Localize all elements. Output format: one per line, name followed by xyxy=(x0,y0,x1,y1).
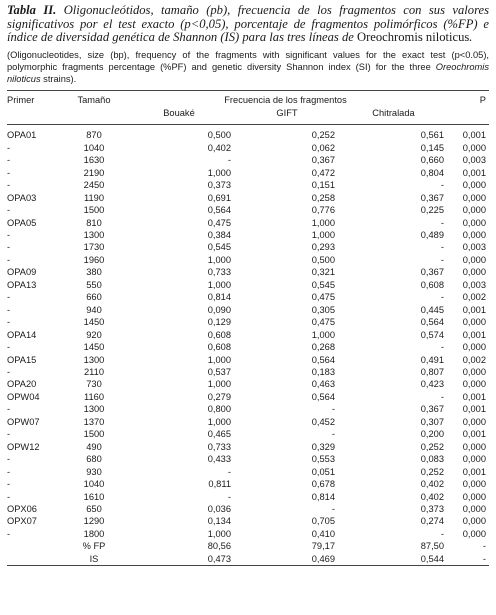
cell-primer: - xyxy=(7,292,11,303)
cell-bouake: 1,000 xyxy=(207,279,231,290)
cell-chitralada: 0,544 xyxy=(420,553,444,564)
table-row xyxy=(7,515,489,527)
cell-gift: 1,000 xyxy=(311,230,335,241)
cell-p: 0,001 xyxy=(462,304,486,315)
table-row xyxy=(7,341,489,353)
cell-chitralada: 0,445 xyxy=(420,304,444,315)
table-row xyxy=(7,316,489,328)
cell-p: 0,001 xyxy=(462,167,486,178)
data-table xyxy=(7,91,489,565)
cell-size: 730 xyxy=(86,379,102,390)
cell-gift: 0,062 xyxy=(311,142,335,153)
cell-chitralada: 0,489 xyxy=(420,230,444,241)
table-row xyxy=(7,167,489,179)
cell-primer: - xyxy=(7,466,11,477)
cell-primer: - xyxy=(7,491,11,502)
cell-size: 940 xyxy=(86,304,102,315)
cell-primer: - xyxy=(7,180,11,191)
cell-p: 0,000 xyxy=(462,317,486,328)
table-row xyxy=(7,441,489,453)
table-row xyxy=(7,503,489,515)
cell-gift: 0,452 xyxy=(311,416,335,427)
cell-chitralada: - xyxy=(440,217,444,228)
cell-chitralada: 0,402 xyxy=(420,479,444,490)
cell-chitralada: - xyxy=(440,242,444,253)
cell-size: 1500 xyxy=(83,429,105,440)
cell-primer: - xyxy=(7,404,11,415)
cell-bouake: 0,733 xyxy=(207,267,231,278)
table-row xyxy=(7,466,489,478)
cell-p: 0,000 xyxy=(462,416,486,427)
caption-spanish xyxy=(7,4,489,45)
cell-gift: 0,410 xyxy=(311,528,335,539)
cell-size: 1630 xyxy=(83,155,105,166)
cell-bouake: 0,465 xyxy=(207,429,231,440)
cell-p: 0,001 xyxy=(462,404,486,415)
cell-p: 0,001 xyxy=(462,466,486,477)
cell-p: 0,000 xyxy=(462,205,486,216)
cell-chitralada: 0,367 xyxy=(420,267,444,278)
cell-primer: - xyxy=(7,167,11,178)
cell-bouake: 0,384 xyxy=(207,230,231,241)
table-row xyxy=(7,192,489,204)
cell-size: 930 xyxy=(86,466,102,477)
cell-gift: 0,305 xyxy=(311,304,335,315)
table-row xyxy=(7,204,489,216)
cell-p: 0,001 xyxy=(462,130,486,141)
cell-primer: OPX06 xyxy=(7,503,37,514)
cell-chitralada: 0,608 xyxy=(420,279,444,290)
cell-primer: - xyxy=(7,230,11,241)
cell-gift: 1,000 xyxy=(311,217,335,228)
cell-size: 1040 xyxy=(83,142,105,153)
cell-gift: 0,776 xyxy=(311,205,335,216)
cell-bouake: 0,475 xyxy=(207,217,231,228)
cell-primer: OPW07 xyxy=(7,416,40,427)
cell-gift: 0,258 xyxy=(311,192,335,203)
table-row xyxy=(7,304,489,316)
cell-primer: OPA01 xyxy=(7,130,37,141)
cell-bouake: - xyxy=(227,491,231,502)
cell-primer xyxy=(7,553,65,565)
cell-bouake: 0,036 xyxy=(207,503,231,514)
cell-p: - xyxy=(482,541,486,552)
cell-primer: OPW12 xyxy=(7,441,40,452)
cell-chitralada: - xyxy=(440,292,444,303)
cell-chitralada: 0,274 xyxy=(420,516,444,527)
caption-english xyxy=(7,49,489,86)
cell-primer: - xyxy=(7,142,11,153)
cell-p: 0,001 xyxy=(462,429,486,440)
table-row xyxy=(7,403,489,415)
cell-bouake: 1,000 xyxy=(207,416,231,427)
cell-size: 920 xyxy=(86,329,102,340)
cell-size: 1450 xyxy=(83,342,105,353)
cell-size: % FP xyxy=(82,541,106,552)
cell-bouake: 0,608 xyxy=(207,342,231,353)
cell-chitralada: - xyxy=(440,180,444,191)
cell-size: 1800 xyxy=(83,528,105,539)
cell-gift: 0,564 xyxy=(311,391,335,402)
cell-bouake: 1,000 xyxy=(207,167,231,178)
cell-p: 0,003 xyxy=(462,155,486,166)
cell-size: 660 xyxy=(86,292,102,303)
cell-size: 1500 xyxy=(83,205,105,216)
table-row xyxy=(7,329,489,341)
cell-gift: - xyxy=(331,404,335,415)
header-p: P xyxy=(479,95,486,106)
cell-primer: - xyxy=(7,454,11,465)
header-bouake: Bouaké xyxy=(163,108,195,119)
cell-chitralada: 0,561 xyxy=(420,130,444,141)
cell-bouake: 1,000 xyxy=(207,254,231,265)
cell-chitralada: 0,083 xyxy=(420,454,444,465)
cell-bouake: 0,545 xyxy=(207,242,231,253)
cell-p: 0,000 xyxy=(462,441,486,452)
cell-chitralada: - xyxy=(440,391,444,402)
cell-size: 870 xyxy=(86,130,102,141)
cell-chitralada: 0,252 xyxy=(420,466,444,477)
cell-bouake: 0,279 xyxy=(207,391,231,402)
cell-size: 1730 xyxy=(83,242,105,253)
cell-p: 0,000 xyxy=(462,254,486,265)
cell-size: 380 xyxy=(86,267,102,278)
cell-gift: 0,678 xyxy=(311,479,335,490)
cell-gift: 79,17 xyxy=(311,541,335,552)
cell-chitralada: 0,423 xyxy=(420,379,444,390)
cell-primer: - xyxy=(7,304,11,315)
cell-primer: OPX07 xyxy=(7,516,37,527)
table-body xyxy=(7,125,489,565)
table-bottom-rule xyxy=(7,565,489,566)
cell-p: 0,001 xyxy=(462,391,486,402)
cell-gift: 0,268 xyxy=(311,342,335,353)
table-row xyxy=(7,391,489,403)
cell-bouake: 0,090 xyxy=(207,304,231,315)
cell-chitralada: - xyxy=(440,528,444,539)
cell-size: 1040 xyxy=(83,479,105,490)
cell-p: 0,000 xyxy=(462,503,486,514)
cell-gift: 0,293 xyxy=(311,242,335,253)
cell-gift: 0,463 xyxy=(311,379,335,390)
cell-gift: 0,472 xyxy=(311,167,335,178)
cell-primer: OPA09 xyxy=(7,267,37,278)
cell-bouake: 0,500 xyxy=(207,130,231,141)
cell-size: 680 xyxy=(86,454,102,465)
table-row xyxy=(7,553,489,565)
cell-p: 0,000 xyxy=(462,267,486,278)
cell-p: 0,000 xyxy=(462,342,486,353)
cell-gift: 0,183 xyxy=(311,367,335,377)
cell-primer xyxy=(7,540,65,552)
cell-p: 0,000 xyxy=(462,516,486,527)
header-subrow xyxy=(7,107,489,124)
cell-gift: 0,475 xyxy=(311,292,335,303)
table-row xyxy=(7,453,489,465)
cell-gift: 0,553 xyxy=(311,454,335,465)
cell-chitralada: 0,807 xyxy=(420,367,444,377)
header-size: Tamaño xyxy=(77,95,111,106)
cell-gift: 0,469 xyxy=(311,553,335,564)
table-row xyxy=(7,354,489,366)
cell-bouake: 0,691 xyxy=(207,192,231,203)
cell-bouake: 1,000 xyxy=(207,528,231,539)
table-row xyxy=(7,142,489,154)
table-label: Tabla II. xyxy=(7,3,57,17)
cell-size: 2190 xyxy=(83,167,105,178)
cell-size: 1450 xyxy=(83,317,105,328)
cell-p: 0,000 xyxy=(462,367,486,377)
cell-gift: 0,051 xyxy=(311,466,335,477)
cell-primer: - xyxy=(7,317,11,328)
cell-gift: 0,545 xyxy=(311,279,335,290)
cell-gift: 0,500 xyxy=(311,254,335,265)
table-row xyxy=(7,241,489,253)
cell-gift: 0,814 xyxy=(311,491,335,502)
cell-primer: OPA15 xyxy=(7,354,37,365)
cell-chitralada: 0,574 xyxy=(420,329,444,340)
table-row xyxy=(7,291,489,303)
cell-chitralada: 0,660 xyxy=(420,155,444,166)
cell-chitralada: - xyxy=(440,342,444,353)
cell-gift: 0,564 xyxy=(311,354,335,365)
cell-primer: - xyxy=(7,342,11,353)
cell-chitralada: 0,373 xyxy=(420,503,444,514)
cell-size: 1290 xyxy=(83,516,105,527)
cell-p: 0,000 xyxy=(462,454,486,465)
cell-gift: 0,151 xyxy=(311,180,335,191)
cell-primer: - xyxy=(7,242,11,253)
cell-gift: 0,252 xyxy=(311,130,335,141)
cell-p: 0,000 xyxy=(462,192,486,203)
cell-size: 1370 xyxy=(83,416,105,427)
cell-primer: - xyxy=(7,367,11,377)
cell-bouake: 0,564 xyxy=(207,205,231,216)
table-row xyxy=(7,179,489,191)
cell-primer: OPW04 xyxy=(7,391,40,402)
cell-gift: - xyxy=(331,429,335,440)
header-primer: Primer xyxy=(7,95,35,106)
cell-bouake: 0,373 xyxy=(207,180,231,191)
cell-bouake: 80,56 xyxy=(207,541,231,552)
cell-chitralada: 0,491 xyxy=(420,354,444,365)
cell-size: 1300 xyxy=(83,230,105,241)
cell-chitralada: 0,225 xyxy=(420,205,444,216)
cell-size: 1190 xyxy=(84,192,104,203)
table-row xyxy=(7,154,489,166)
cell-chitralada: 0,367 xyxy=(420,404,444,415)
cell-size: IS xyxy=(89,553,99,564)
cell-size: 2110 xyxy=(84,367,104,377)
cell-primer: OPA13 xyxy=(7,279,37,290)
cell-chitralada: 0,145 xyxy=(420,142,444,153)
cell-gift: 0,705 xyxy=(311,516,335,527)
table-row xyxy=(7,416,489,428)
cell-bouake: 0,608 xyxy=(207,329,231,340)
cell-bouake: 0,811 xyxy=(208,479,231,490)
table-row xyxy=(7,279,489,291)
cell-chitralada: 0,367 xyxy=(420,192,444,203)
cell-bouake: 0,134 xyxy=(207,516,231,527)
cell-p: - xyxy=(482,553,486,564)
cell-primer: - xyxy=(7,429,11,440)
header-row xyxy=(7,91,489,107)
cell-p: 0,000 xyxy=(462,180,486,191)
cell-gift: 0,321 xyxy=(311,267,335,278)
table-row xyxy=(7,528,489,540)
cell-bouake: - xyxy=(227,466,231,477)
cell-bouake: 0,129 xyxy=(207,317,231,328)
table-row xyxy=(7,478,489,490)
cell-gift: 0,367 xyxy=(311,155,335,166)
caption-species-name: Oreochromis niloticus xyxy=(357,30,470,45)
cell-p: 0,002 xyxy=(462,354,486,365)
table-row xyxy=(7,254,489,266)
cell-size: 490 xyxy=(86,441,102,452)
caption-english-text: (Oligonucleotides, size (bp), frequency of the fragments with significant values for the exact test (p<0.05), polymorphic fragments percentage (%PF) and genetic diversity Shannon index (SI) for the three xyxy=(7,49,489,72)
cell-bouake: 0,814 xyxy=(207,292,231,303)
table-row xyxy=(7,266,489,278)
caption-english-species: Oreochromis niloticus xyxy=(7,61,489,85)
cell-p: 0,002 xyxy=(462,292,486,303)
cell-primer: - xyxy=(7,528,11,539)
cell-bouake: - xyxy=(227,155,231,166)
cell-chitralada: - xyxy=(440,254,444,265)
cell-p: 0,000 xyxy=(462,528,486,539)
header-frequency: Frecuencia de los fragmentos xyxy=(224,95,347,106)
table-row xyxy=(7,125,489,141)
cell-p: 0,003 xyxy=(462,279,486,290)
cell-bouake: 0,733 xyxy=(207,441,231,452)
cell-size: 810 xyxy=(86,217,102,228)
cell-size: 2450 xyxy=(83,180,105,191)
cell-p: 0,000 xyxy=(462,142,486,153)
cell-p: 0,000 xyxy=(462,491,486,502)
cell-p: 0,000 xyxy=(462,379,486,390)
cell-primer: - xyxy=(7,205,11,216)
cell-gift: 0,329 xyxy=(311,441,335,452)
cell-chitralada: 0,252 xyxy=(420,441,444,452)
cell-p: 0,000 xyxy=(462,479,486,490)
cell-size: 650 xyxy=(86,503,102,514)
cell-primer: OPA05 xyxy=(7,217,37,228)
cell-size: 1300 xyxy=(83,354,105,365)
table-row xyxy=(7,540,489,552)
cell-bouake: 0,402 xyxy=(207,142,231,153)
cell-bouake: 0,537 xyxy=(207,367,231,377)
table-figure xyxy=(7,4,489,566)
cell-chitralada: 0,564 xyxy=(420,317,444,328)
cell-bouake: 1,000 xyxy=(207,379,231,390)
cell-p: 0,000 xyxy=(462,230,486,241)
cell-gift: 0,475 xyxy=(311,317,335,328)
cell-primer: - xyxy=(7,155,11,166)
table-row xyxy=(7,217,489,229)
cell-chitralada: 0,804 xyxy=(420,167,444,178)
cell-p: 0,001 xyxy=(462,329,486,340)
table-row xyxy=(7,378,489,390)
cell-bouake: 1,000 xyxy=(207,354,231,365)
cell-bouake: 0,433 xyxy=(207,454,231,465)
cell-bouake: 0,800 xyxy=(207,404,231,415)
table-row xyxy=(7,428,489,440)
cell-primer: OPA20 xyxy=(7,379,37,390)
cell-size: 1160 xyxy=(84,391,104,402)
table-row xyxy=(7,229,489,241)
cell-primer: - xyxy=(7,479,11,490)
cell-primer: - xyxy=(7,254,11,265)
table-row xyxy=(7,491,489,503)
cell-size: 550 xyxy=(86,279,102,290)
cell-primer: OPA03 xyxy=(7,192,37,203)
header-gift: GIFT xyxy=(276,108,298,119)
cell-chitralada: 87,50 xyxy=(420,541,444,552)
cell-bouake: 0,473 xyxy=(207,553,231,564)
cell-size: 1960 xyxy=(83,254,105,265)
cell-size: 1300 xyxy=(83,404,105,415)
cell-primer: OPA14 xyxy=(7,329,37,340)
cell-p: 0,003 xyxy=(462,242,486,253)
cell-size: 1610 xyxy=(83,491,105,502)
caption-spanish-end: . xyxy=(469,30,473,45)
cell-gift: 1,000 xyxy=(311,329,335,340)
table-row xyxy=(7,366,489,378)
cell-gift: - xyxy=(331,503,335,514)
caption-english-end: strains). xyxy=(40,74,77,85)
cell-p: 0,000 xyxy=(462,217,486,228)
header-chitralada: Chitralada xyxy=(372,108,415,119)
cell-chitralada: 0,402 xyxy=(420,491,444,502)
cell-chitralada: 0,307 xyxy=(420,416,444,427)
caption-spanish-text: Oligonucleótidos, tamaño (pb), frecuencia de los fragmentos con sus valores significativos por el test exacto (p<0,05), porcentaje de fragmentos polimórficos (%FP) e índice de diversidad genética de Shannon (IS) para las tres líneas de xyxy=(7,3,489,45)
cell-chitralada: 0,200 xyxy=(420,429,444,440)
